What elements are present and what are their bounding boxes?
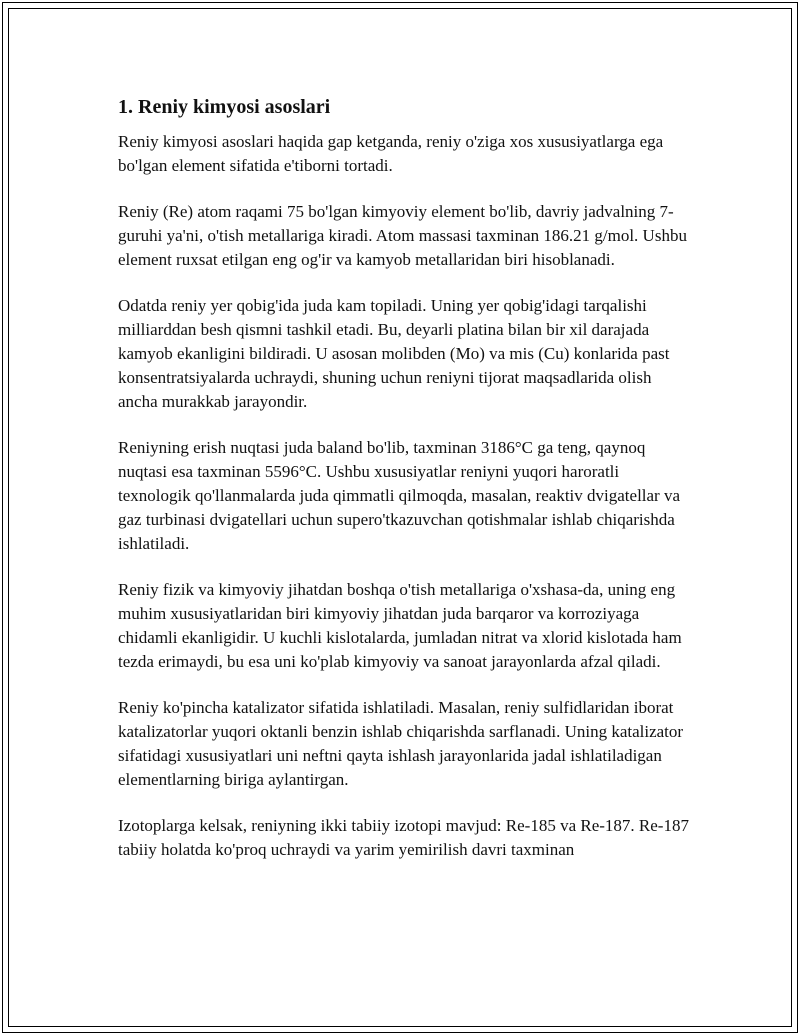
- paragraph-melting-point: Reniyning erish nuqtasi juda baland bo'lib, taxminan 3186°C ga teng, qaynoq nuqtasi esa taxminan 5596°C. Ushbu xususiyatlar reniyni yuqori haroratli texnologik qo'llanmalarda juda qimmatli qilmoqda, masalan, reaktiv dvigatellar va gaz turbinasi dvigatellari uchun supero'tkazuvchan qotishmalar ishlab chiqarishda ishlatiladi.: [118, 438, 681, 553]
- paragraph-chemical-stability: Reniy fizik va kimyoviy jihatdan boshqa o'tish metallariga o'xshasa-da, uning eng muhim xususiyatlaridan biri kimyoviy jihatdan juda barqaror va korroziyaga chidamli ekanligidir. U kuchli kislotalarda, jumladan nitrat va xlorid kislotada ham tezda erimaydi, bu esa uni ko'plab kimyoviy va sanoat jarayonlarda afzal qiladi.: [118, 580, 682, 671]
- paragraph-occurrence: Odatda reniy yer qobig'ida juda kam topiladi. Uning yer qobig'idagi tarqalishi milliarddan besh qismni tashkil etadi. Bu, deyarli platina bilan bir xil darajada kamyob ekanligini bildiradi. U asosan molibden (Mo) va mis (Cu) konlarida past konsentratsiyalarda uchraydi, shuning uchun reniyni tijorat maqsadlarida olish ancha murakkab jarayondir.: [118, 296, 670, 411]
- paragraph-catalyst: Reniy ko'pincha katalizator sifatida ishlatiladi. Masalan, reniy sulfidlaridan iborat katalizatorlar yuqori oktanli benzin ishlab chiqarishda sarflanadi. Uning katalizator sifatidagi xususiyatlari uni neftni qayta ishlash jarayonlarida jadal ishlatiladigan elementlarning biriga aylantirgan.: [118, 698, 684, 789]
- paragraph-intro: Reniy kimyosi asoslari haqida gap ketganda, reniy o'ziga xos xususiyatlarga ega bo'lgan element sifatida e'tiborni tortadi.: [118, 132, 664, 175]
- paragraph-atomic-properties: Reniy (Re) atom raqami 75 bo'lgan kimyoviy element bo'lib, davriy jadvalning 7-guruhi ya'ni, o'tish metallariga kiradi. Atom massasi taxminan 186.21 g/mol. Ushbu element ruxsat etilgan eng og'ir va kamyob metallaridan biri hisoblanadi.: [118, 202, 687, 269]
- section-heading: 1. Reniy kimyosi asoslari: [118, 96, 331, 118]
- paragraph-isotopes: Izotoplarga kelsak, reniyning ikki tabiiy izotopi mavjud: Re-185 va Re-187. Re-187 tabiiy holatda ko'proq uchraydi va yarim yemirilish davri taxminan: [118, 816, 689, 859]
- document-body: [118, 94, 690, 884]
